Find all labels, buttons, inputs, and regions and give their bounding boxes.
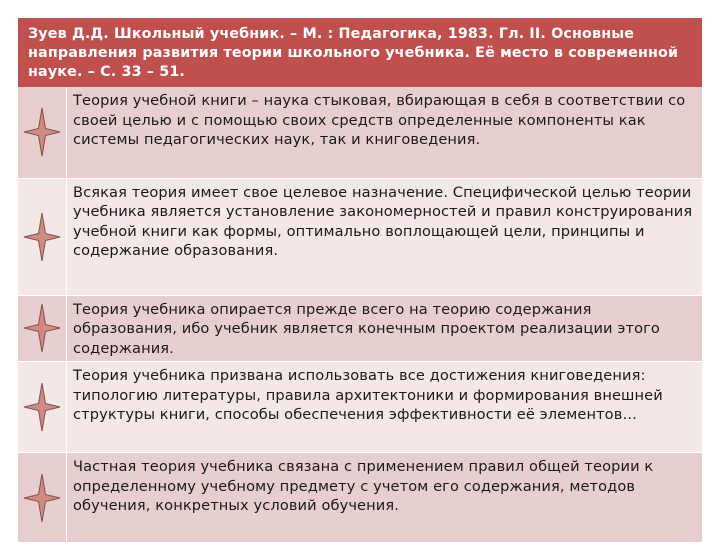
row-text: Теория учебника призвана использовать все достижения книговедения: типологию литературы, правила архитектоники и формирования внешней структуры книги, способы обеспечения эффективности её элементов… xyxy=(67,362,703,453)
four-point-star-icon xyxy=(18,453,67,543)
four-point-star-icon xyxy=(18,87,67,178)
content-table xyxy=(18,18,702,543)
table-row xyxy=(18,362,702,453)
table-header-row xyxy=(18,18,702,87)
table-row xyxy=(18,453,702,543)
four-point-star-icon xyxy=(18,178,67,295)
row-text: Всякая теория имеет свое целевое назначение. Специфической целью теории учебника является установление закономерностей и правил конструирования учебной книги как формы, оптимально воплощающей цели, принципы и содержание образования. xyxy=(67,178,703,295)
row-text: Теория учебника опирается прежде всего на теорию содержания образования, ибо учебник является конечным проектом реализации этого содержания. xyxy=(67,295,703,362)
table-row xyxy=(18,87,702,178)
table-row xyxy=(18,178,702,295)
row-text: Теория учебной книги – наука стыковая, вбирающая в себя в соответствии со своей целью и с помощью своих средств определенные компоненты как системы педагогических наук, так и книговедения. xyxy=(67,87,703,178)
header-title: Зуев Д.Д. Школьный учебник. – М. : Педагогика, 1983. Гл. II. Основные направления развития теории школьного учебника. Её место в современной науке. – С. 33 – 51. xyxy=(18,18,702,87)
row-text: Частная теория учебника связана с применением правил общей теории к определенному учебному предмету с учетом его содержания, методов обучения, конкретных условий обучения. xyxy=(67,453,703,543)
table-row xyxy=(18,295,702,362)
four-point-star-icon xyxy=(18,295,67,362)
four-point-star-icon xyxy=(18,362,67,453)
